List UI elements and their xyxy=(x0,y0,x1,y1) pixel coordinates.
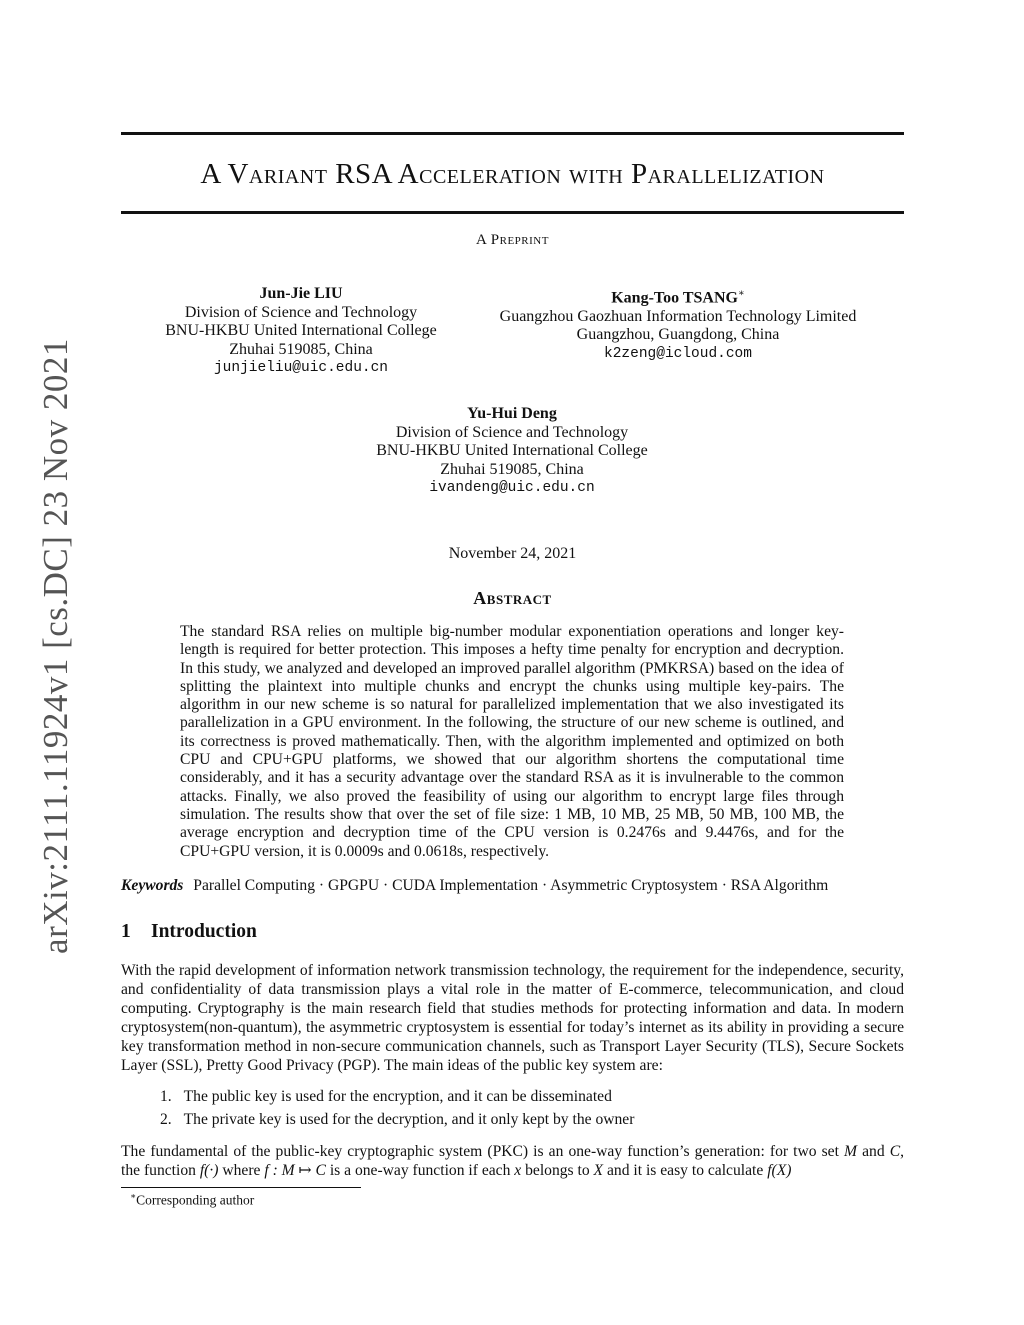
list-item-number: 1. xyxy=(160,1088,172,1105)
author-affiliation: BNU-HKBU United International College xyxy=(376,442,648,459)
key-ideas-list xyxy=(160,1085,900,1131)
author-block-3 xyxy=(312,405,712,498)
list-item-text: The public key is used for the encryption, and it can be disseminated xyxy=(183,1088,612,1105)
publication-date: November 24, 2021 xyxy=(448,545,577,562)
title-top-rule xyxy=(121,132,904,135)
math-symbol: C xyxy=(889,1143,901,1160)
author-name: Yu-Hui Deng xyxy=(467,405,557,422)
pkc-text: belongs to xyxy=(521,1161,594,1179)
math-symbol: x xyxy=(514,1161,522,1179)
pkc-text: where xyxy=(218,1161,265,1179)
author-affiliation: Guangzhou Gaozhuan Information Technology Limited xyxy=(499,307,857,325)
preprint-label: A Preprint xyxy=(476,232,549,248)
paper-title: A Variant RSA Acceleration with Parallelization xyxy=(200,158,825,190)
author-email[interactable]: junjieliu@uic.edu.cn xyxy=(213,360,389,376)
author-name: Jun-Jie LIU xyxy=(259,285,343,302)
section-number: 1 xyxy=(121,921,131,942)
author-name: Kang-Too TSANG xyxy=(611,289,738,307)
title-bottom-rule xyxy=(121,211,904,214)
pkc-text: , the function xyxy=(121,1143,905,1179)
keywords-line xyxy=(121,877,904,895)
abstract-text: The standard RSA relies on multiple big-number modular exponentiation operations and longer key-length is required for better protection. This imposes a hefty time penalty for encryption and decryption. In this study, we analyzed and developed an improved parallel algorithm (PMKRSA) based on the idea of splitting the plaintext into multiple chunks and encrypt the chunks using multiple key-pairs. The algorithm in our new scheme is so natural for parallelized implementation that we also investigated its parallelization in a GPU environment. In the following, the structure of our new scheme is outlined, and its correctness is proved mathematically. Then, with the algorithm implemented and optimized on both CPU and CPU+GPU platforms, we showed that our algorithm shortens the computational time considerably, and it has a security advantage over the standard RSA as it is invulnerable to the common attacks. Finally, we also proved the feasibility of using our algorithm to encrypt large files through simulation. The results show that over the set of file size: 1 MB, 10 MB, 25 MB, 50 MB, 100 MB, the average encryption and decryption time of the CPU version is 0.2476s and 9.4476s, and for the CPU+GPU version, it is 0.0009s and 0.0618s, respectively. xyxy=(180,623,844,860)
math-symbol: M xyxy=(844,1143,858,1160)
pkc-paragraph xyxy=(121,1143,904,1181)
footnote-mark: ∗ xyxy=(130,1191,137,1201)
author-affiliation: Division of Science and Technology xyxy=(395,423,629,441)
footnote-rule xyxy=(121,1187,361,1188)
keywords-label: Keywords xyxy=(121,877,184,894)
author-email[interactable]: k2zeng@icloud.com xyxy=(604,345,752,362)
author-affiliation: Zhuhai 519085, China xyxy=(229,340,373,358)
list-item xyxy=(160,1108,900,1131)
footnote xyxy=(130,1191,254,1209)
author-affiliation: Guangzhou, Guangdong, China xyxy=(576,326,780,344)
author-affiliation: Division of Science and Technology xyxy=(184,303,418,321)
abstract-heading: Abstract xyxy=(473,588,552,608)
pkc-text: is a one-way function if each xyxy=(325,1161,515,1179)
list-item-text: The private key is used for the decryption, and it only kept by the owner xyxy=(183,1111,635,1128)
footnote-text: Corresponding author xyxy=(136,1192,255,1208)
author-affiliation: Zhuhai 519085, China xyxy=(440,460,584,478)
section-title: Introduction xyxy=(151,921,257,942)
math-symbol: X xyxy=(593,1161,604,1179)
intro-paragraph: With the rapid development of information network transmission technology, the requirement for the independence, security, and confidentiality of data transmission plays a vital role in the matter of E-commerce, telecommunication, and cloud computing. Cryptography is the main research field that studies methods for protecting information and data. In modern cryptosystem(non-quantum), the asymmetric cryptosystem is essential for today’s internet as its ability in providing a secure key transformation method in non-secure communication channels, such as Transport Layer Security (TLS), Secure Sockets Layer (SSL), Pretty Good Privacy (PGP). The main ideas of the public key system are: xyxy=(121,962,904,1074)
math-symbol: f : M ↦ C xyxy=(264,1161,326,1179)
author-email[interactable]: ivandeng@uic.edu.cn xyxy=(429,480,595,496)
list-item-number: 2. xyxy=(160,1111,172,1128)
author-name-line xyxy=(478,285,878,308)
corresponding-author-mark: ∗ xyxy=(737,288,745,299)
pkc-text: and it is easy to calculate xyxy=(603,1161,768,1179)
math-symbol: f(·) xyxy=(199,1161,219,1179)
author-block-1 xyxy=(141,285,461,378)
arxiv-identifier: arXiv:2111.11924v1 [cs.DC] 23 Nov 2021 xyxy=(36,338,75,954)
pkc-text: The fundamental of the public-key cryptographic system (PKC) is an one-way function’s generation: for two set xyxy=(121,1143,845,1160)
section-heading xyxy=(121,921,257,943)
keywords-text: Parallel Computing · GPGPU · CUDA Implementation · Asymmetric Cryptosystem · RSA Algorithm xyxy=(193,877,829,894)
author-block-2 xyxy=(478,285,878,363)
author-affiliation: BNU-HKBU United International College xyxy=(165,322,437,339)
math-symbol: f(X) xyxy=(767,1161,792,1179)
list-item xyxy=(160,1085,900,1108)
pkc-text: and xyxy=(857,1143,890,1160)
